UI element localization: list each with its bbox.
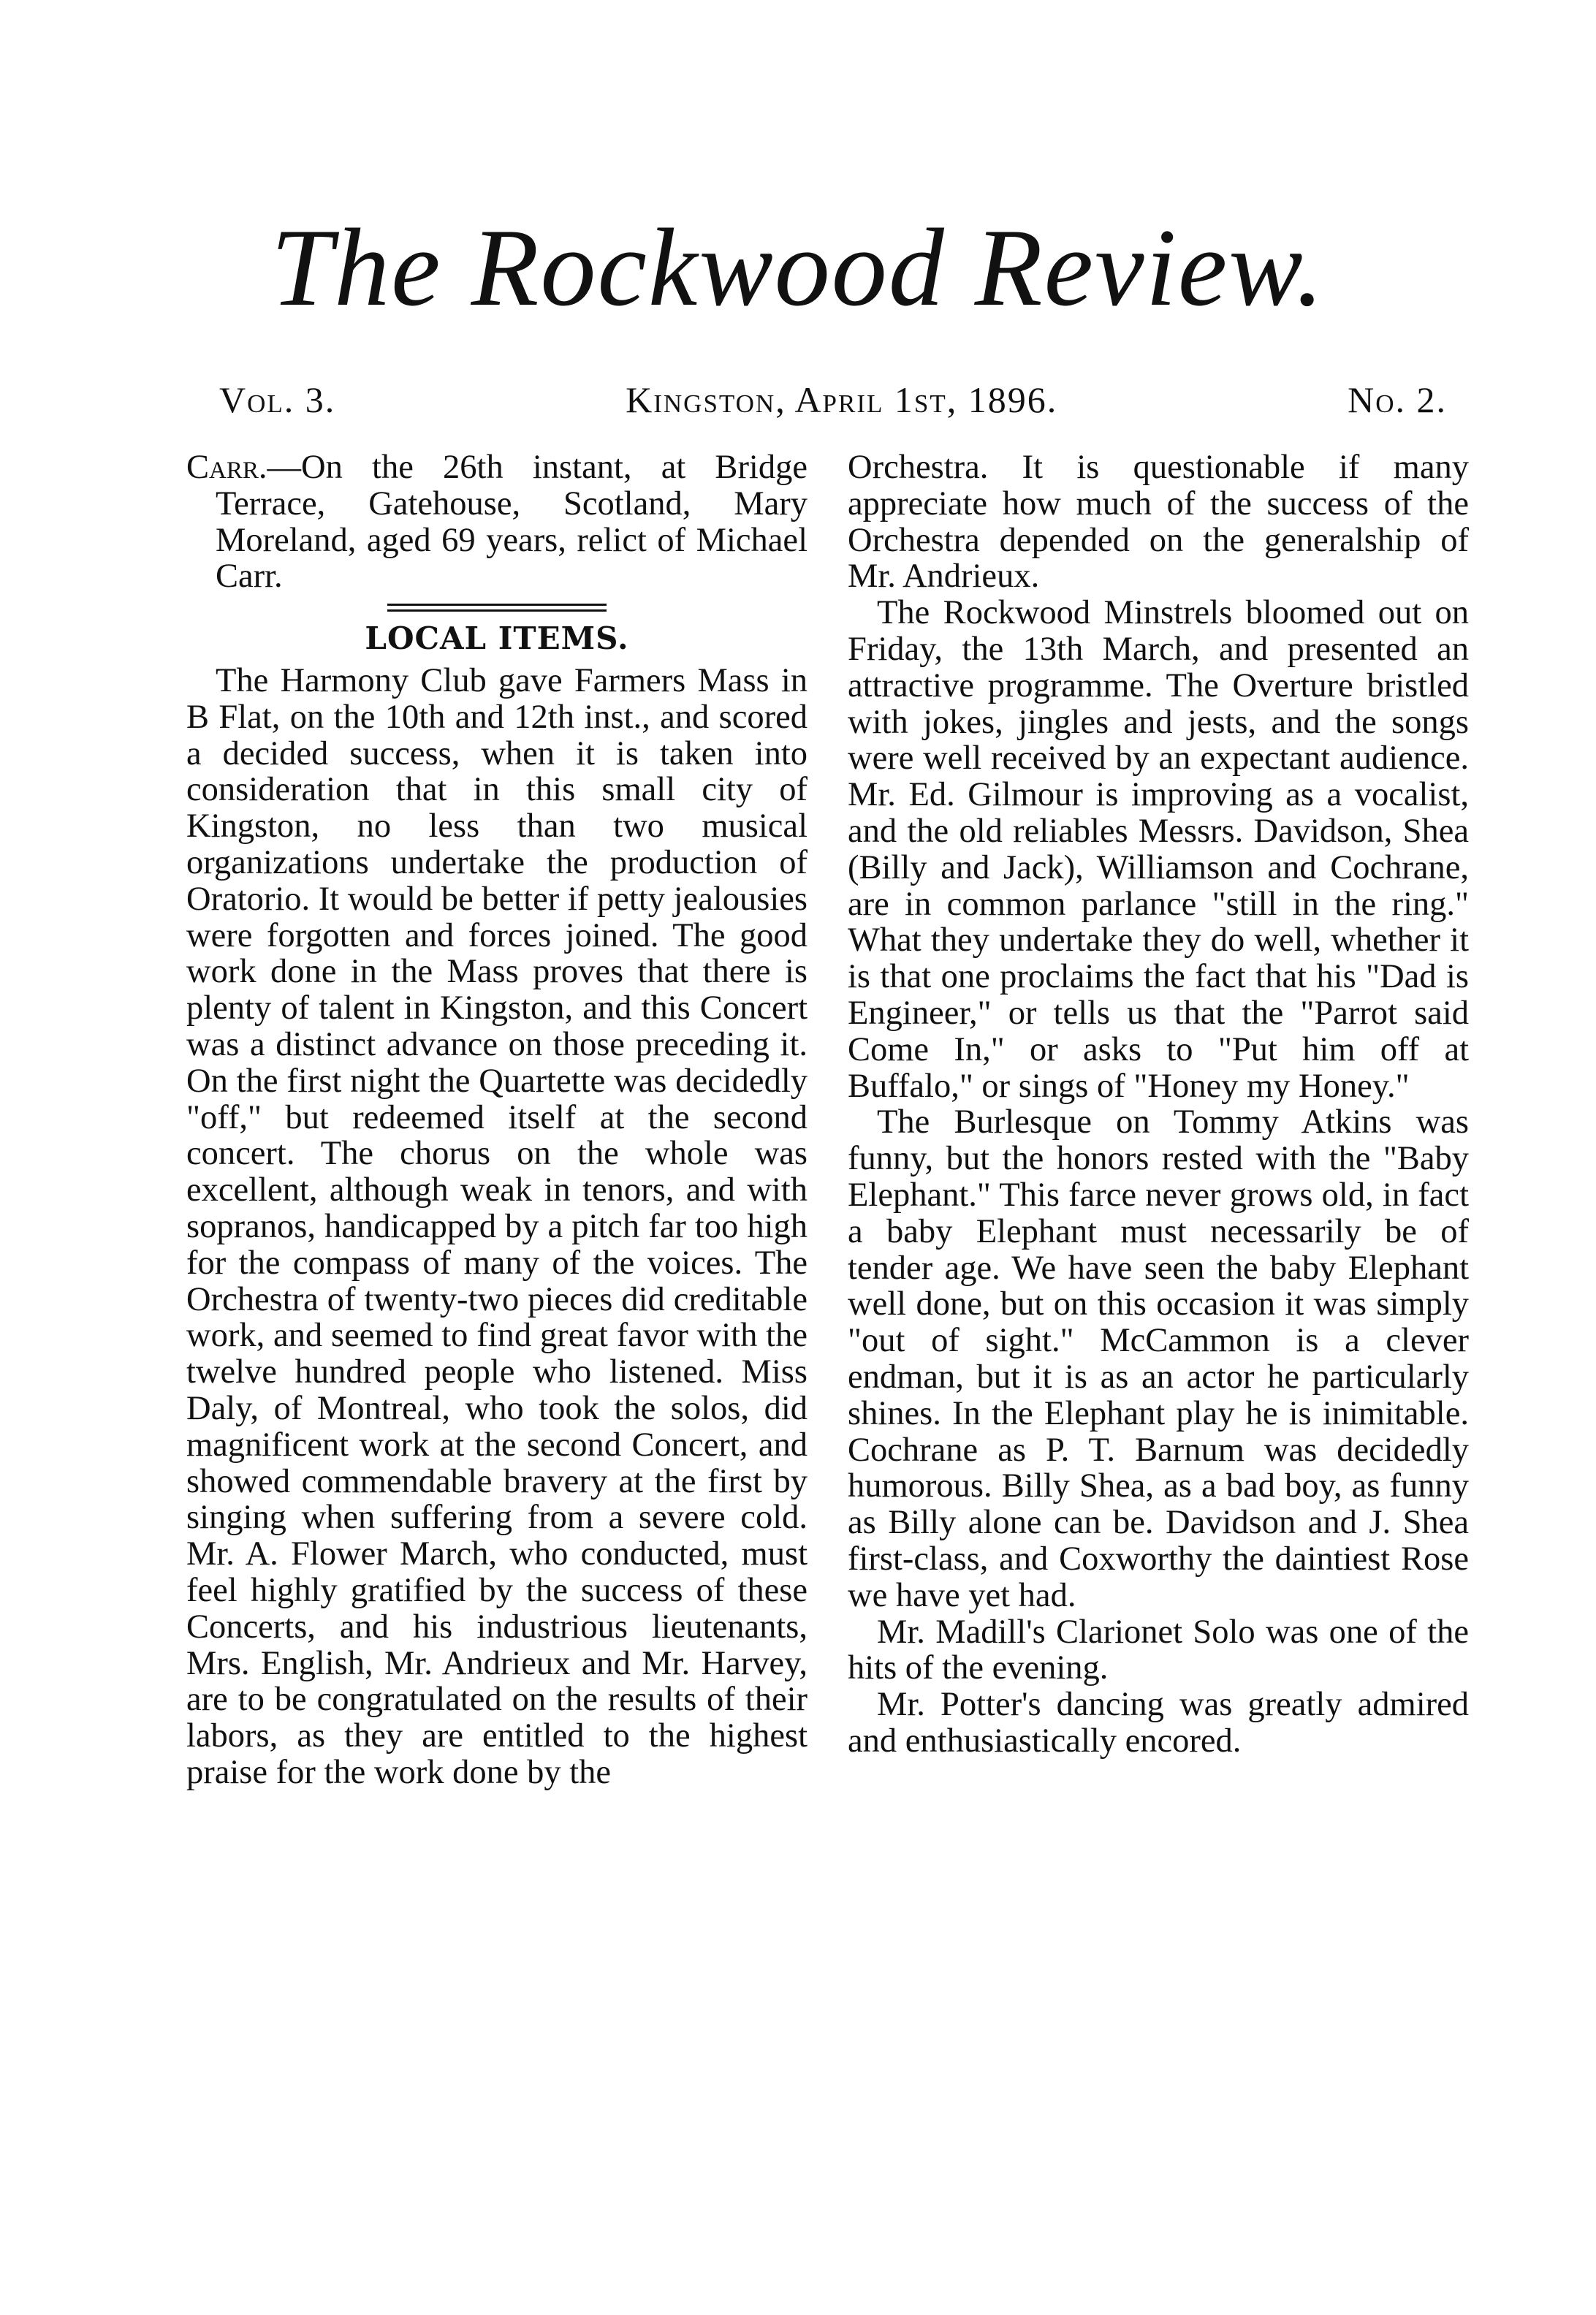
continuation-paragraph: Orchestra. It is questionable if many appreciate how much of the success of the Orchestra depended on the generalship of Mr. Andrieux. <box>848 449 1469 596</box>
double-rule-divider <box>387 604 607 612</box>
masthead-title: The Rockwood Review. <box>270 206 1326 329</box>
dancing-paragraph: Mr. Potter's dancing was greatly admired and enthusiastically encored. <box>848 1686 1469 1760</box>
issue-number: No. 2. <box>1348 379 1447 420</box>
section-heading: LOCAL ITEMS. <box>365 620 629 657</box>
clarionet-paragraph: Mr. Madill's Clarionet Solo was one of the hits of the evening. <box>848 1613 1469 1687</box>
minstrels-paragraph: The Rockwood Minstrels bloomed out on Friday, the 13th March, and presented an attractive programme. The Overture bristled with jokes, jingles and jests, and the songs were well received by an expectant audience. Mr. Ed. Gilmour is improving as a vocalist, and the old reliables Messrs. Davidson, Shea (Billy and Jack), Williamson and Cochrane, are in common parlance "still in the ring." What they undertake they do well, whether it is that one proclaims the fact that his "Dad is Engineer," or tells us that the "Parrot said Come In," or asks to "Put him off at Buffalo," or sings of "Honey my Honey." <box>848 594 1469 1105</box>
death-notice-name: Carr. <box>186 449 267 486</box>
harmony-club-paragraph: The Harmony Club gave Farmers Mass in B Flat, on the 10th and 12th inst., and scored a decided success, when it is taken into consideration that in this small city of Kingston, no less than two musical organizations undertake the production of Oratorio. It would be better if petty jealousies were forgotten and forces joined. The good work done in the Mass proves that there is plenty of talent in Kingston, and this Concert was a distinct advance on those preceding it. On the first night the Quartette was decidedly "off," but redeemed itself at the second concert. The chorus on the whole was excellent, although weak in tenors, and with sopranos, handicapped by a pitch far too high for the compass of many of the voices. The Orchestra of twenty-two pieces did creditable work, and seemed to find great favor with the twelve hundred people who listened. Miss Daly, of Montreal, who took the solos, did magnificent work at the second Concert, and showed commendable bravery at the first by singing when suffering from a severe cold. Mr. A. Flower March, who conducted, must feel highly gratified by the success of these Concerts, and his industrious lieutenants, Mrs. English, Mr. Andrieux and Mr. Harvey, are to be congratulated on the results of their labors, as they are entitled to the highest praise for the work done by the <box>186 661 808 1791</box>
volume-number: Vol. 3. <box>219 379 336 420</box>
death-notice-text: —On the 26th instant, at Bridge Terrace, Gatehouse, Scotland, Mary Moreland, aged 69 years, relict of Michael Carr. <box>216 449 808 596</box>
place-and-date: Kingston, April 1st, 1896. <box>626 379 1058 420</box>
right-column <box>848 449 1469 1760</box>
burlesque-paragraph: The Burlesque on Tommy Atkins was funny, but the honors rested with the "Baby Elephant." This farce never grows old, in fact a baby Elephant must necessarily be of tender age. We have seen the baby Elephant well done, but on this occasion it was simply "out of sight." McCammon is a clever endman, but it is as an actor he particularly shines. In the Elephant play he is inimitable. Cochrane as P. T. Barnum was decidedly humorous. Billy Shea, as a bad boy, as funny as Billy alone can be. Davidson and J. Shea first-class, and Coxworthy the daintiest Rose we have yet had. <box>848 1103 1469 1614</box>
left-column <box>186 449 808 1791</box>
death-notice <box>186 449 808 595</box>
dateline <box>219 379 1447 430</box>
